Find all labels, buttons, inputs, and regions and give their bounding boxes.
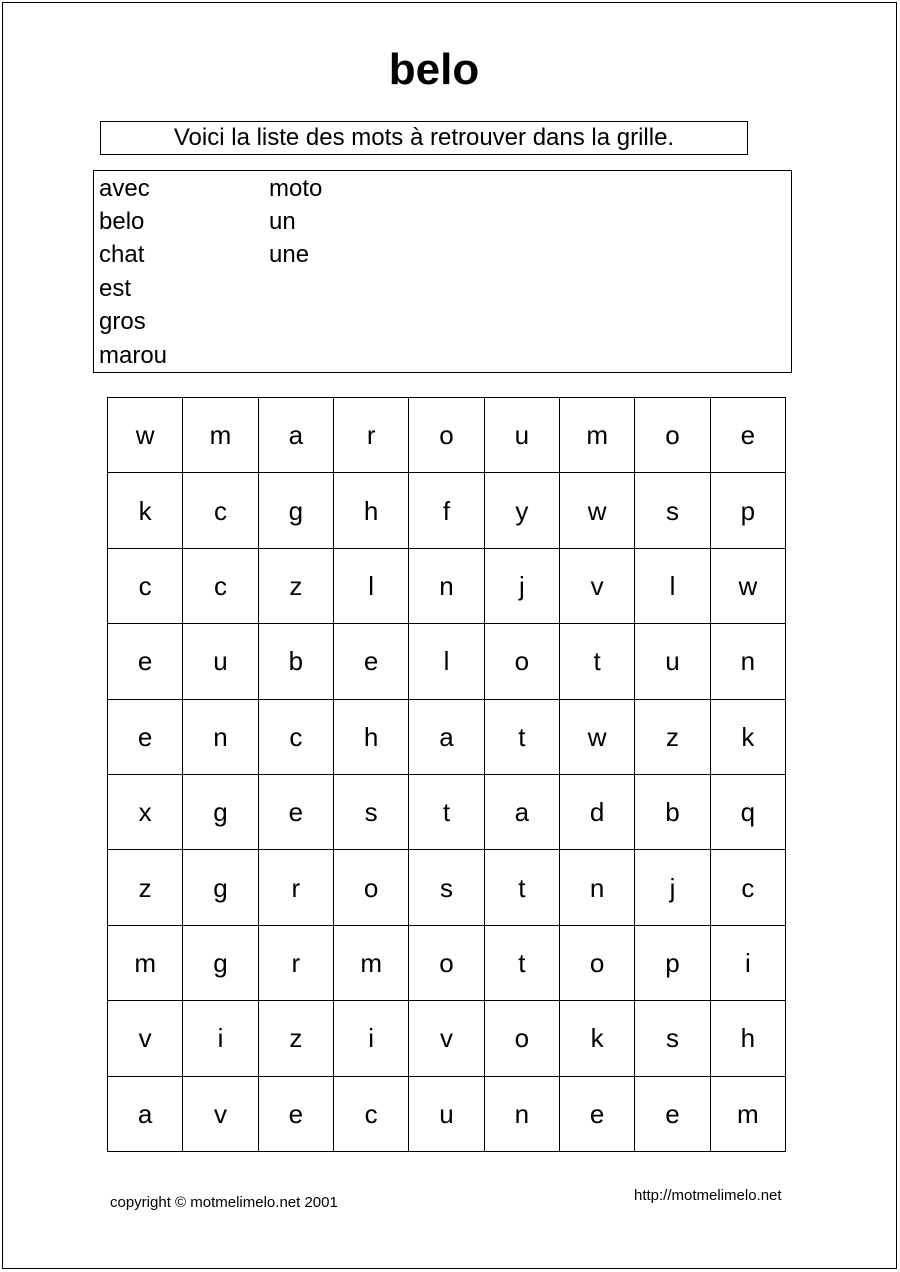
grid-cell: g: [183, 926, 257, 1000]
word-item: moto: [269, 174, 323, 202]
grid-cell: j: [635, 850, 709, 924]
grid-cell: a: [485, 775, 559, 849]
grid-cell: z: [108, 850, 182, 924]
grid-cell: w: [560, 700, 634, 774]
grid-cell: e: [560, 1077, 634, 1151]
word-list-row: [99, 339, 791, 372]
grid-cell: m: [711, 1077, 785, 1151]
grid-cell: o: [635, 398, 709, 472]
grid-cell: c: [259, 700, 333, 774]
grid-cell: i: [711, 926, 785, 1000]
grid-cell: o: [560, 926, 634, 1000]
grid-cell: t: [485, 926, 559, 1000]
grid-cell: w: [108, 398, 182, 472]
grid-cell: v: [409, 1001, 483, 1075]
grid-cell: e: [259, 1077, 333, 1151]
page-title: belo: [388, 45, 480, 94]
grid-cell: u: [409, 1077, 483, 1151]
grid-cell: z: [635, 700, 709, 774]
grid-cell: c: [183, 549, 257, 623]
grid-cell: b: [259, 624, 333, 698]
grid-cell: n: [183, 700, 257, 774]
grid-cell: m: [183, 398, 257, 472]
grid-cell: g: [183, 850, 257, 924]
word-list-row: [99, 172, 791, 205]
word-list-row: [99, 239, 791, 272]
grid-cell: c: [108, 549, 182, 623]
word-item: marou: [99, 341, 168, 369]
grid-cell: j: [485, 549, 559, 623]
word-item: avec: [99, 174, 150, 202]
grid-cell: k: [108, 473, 182, 547]
grid-cell: t: [485, 700, 559, 774]
grid-cell: w: [560, 473, 634, 547]
grid-cell: g: [259, 473, 333, 547]
grid-cell: u: [485, 398, 559, 472]
grid-cell: k: [711, 700, 785, 774]
grid-cell: e: [108, 624, 182, 698]
grid-cell: h: [334, 700, 408, 774]
word-list-row: [99, 272, 791, 305]
word-item: une: [269, 241, 310, 269]
grid-cell: g: [183, 775, 257, 849]
word-list-row: [99, 205, 791, 238]
grid-cell: m: [560, 398, 634, 472]
grid-cell: s: [334, 775, 408, 849]
grid-cell: v: [108, 1001, 182, 1075]
instruction-box: [100, 121, 748, 155]
grid-cell: i: [334, 1001, 408, 1075]
grid-cell: p: [711, 473, 785, 547]
word-list-row: [99, 306, 791, 339]
grid-cell: o: [409, 398, 483, 472]
word-item: belo: [99, 208, 145, 236]
grid-cell: a: [409, 700, 483, 774]
grid-cell: p: [635, 926, 709, 1000]
grid-cell: q: [711, 775, 785, 849]
grid-cell: b: [635, 775, 709, 849]
grid-cell: v: [560, 549, 634, 623]
grid-cell: c: [711, 850, 785, 924]
grid-cell: y: [485, 473, 559, 547]
grid-cell: t: [409, 775, 483, 849]
word-list-box: [93, 170, 792, 373]
grid-cell: t: [560, 624, 634, 698]
letter-grid: [107, 397, 786, 1152]
grid-cell: t: [485, 850, 559, 924]
grid-cell: o: [334, 850, 408, 924]
grid-cell: n: [560, 850, 634, 924]
grid-cell: l: [409, 624, 483, 698]
grid-cell: h: [334, 473, 408, 547]
grid-cell: i: [183, 1001, 257, 1075]
grid-cell: d: [560, 775, 634, 849]
grid-cell: a: [259, 398, 333, 472]
grid-cell: k: [560, 1001, 634, 1075]
grid-cell: l: [334, 549, 408, 623]
grid-cell: a: [108, 1077, 182, 1151]
grid-cell: l: [635, 549, 709, 623]
grid-cell: z: [259, 549, 333, 623]
grid-cell: x: [108, 775, 182, 849]
grid-cell: o: [485, 1001, 559, 1075]
grid-cell: s: [635, 1001, 709, 1075]
grid-cell: s: [409, 850, 483, 924]
grid-cell: e: [259, 775, 333, 849]
word-item: chat: [99, 241, 145, 269]
grid-cell: w: [711, 549, 785, 623]
grid-cell: n: [485, 1077, 559, 1151]
instruction-text: Voici la liste des mots à retrouver dans la grille.: [173, 124, 675, 151]
copyright-text: copyright © motmelimelo.net 2001: [110, 1194, 338, 1211]
grid-cell: e: [334, 624, 408, 698]
grid-cell: u: [183, 624, 257, 698]
word-item: gros: [99, 308, 146, 336]
grid-cell: c: [183, 473, 257, 547]
grid-cell: n: [711, 624, 785, 698]
grid-cell: e: [108, 700, 182, 774]
grid-cell: s: [635, 473, 709, 547]
grid-cell: r: [334, 398, 408, 472]
grid-cell: o: [409, 926, 483, 1000]
grid-cell: c: [334, 1077, 408, 1151]
grid-cell: e: [711, 398, 785, 472]
grid-cell: u: [635, 624, 709, 698]
grid-cell: n: [409, 549, 483, 623]
grid-cell: m: [108, 926, 182, 1000]
grid-cell: e: [635, 1077, 709, 1151]
grid-cell: o: [485, 624, 559, 698]
website-url: http://motmelimelo.net: [634, 1187, 782, 1204]
grid-cell: f: [409, 473, 483, 547]
grid-cell: m: [334, 926, 408, 1000]
grid-cell: v: [183, 1077, 257, 1151]
grid-cell: h: [711, 1001, 785, 1075]
grid-cell: z: [259, 1001, 333, 1075]
grid-cell: r: [259, 926, 333, 1000]
word-item: est: [99, 274, 132, 302]
word-item: un: [269, 208, 296, 236]
grid-cell: r: [259, 850, 333, 924]
